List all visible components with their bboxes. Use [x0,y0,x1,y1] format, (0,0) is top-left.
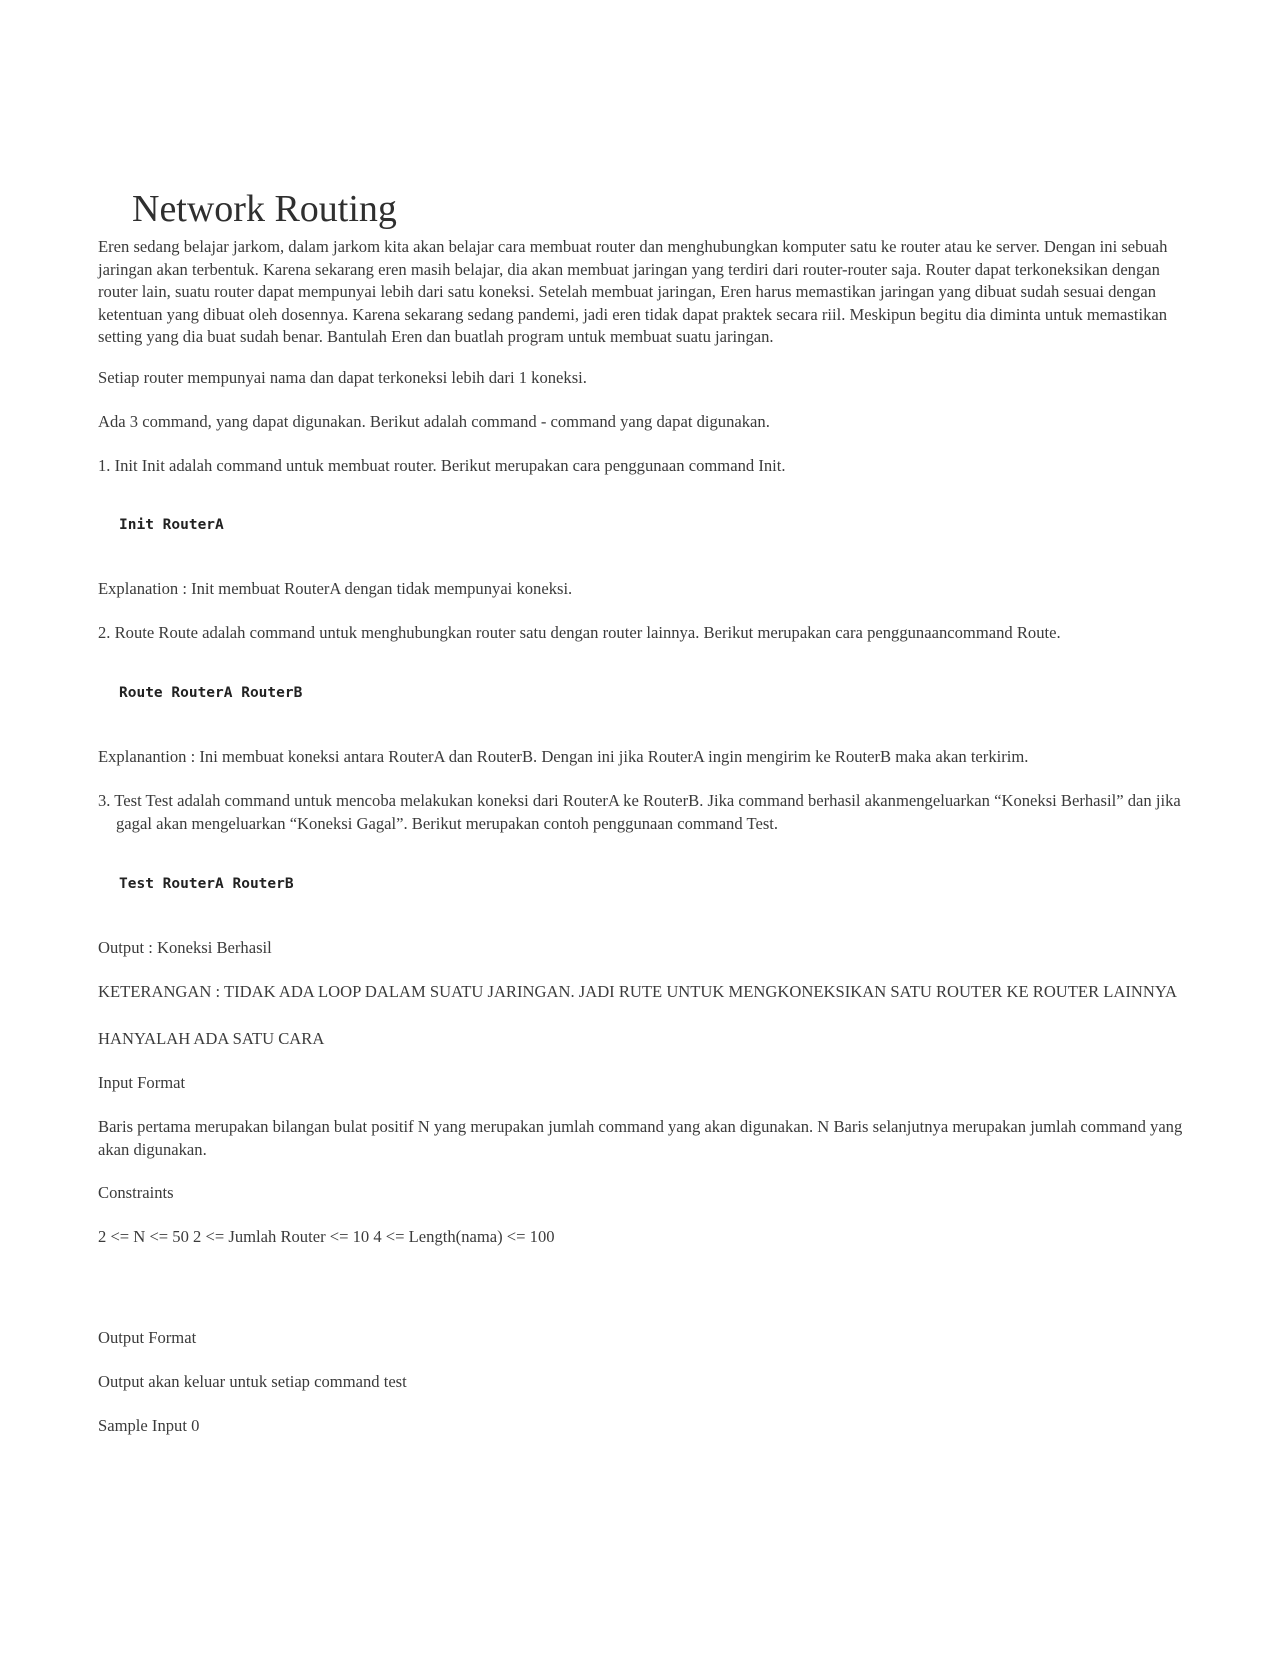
note-line-2: HANYALAH ADA SATU CARA [98,1029,325,1048]
intro-paragraph: Eren sedang belajar jarkom, dalam jarkom kita akan belajar cara membuat router dan menghubungkan komputer satu ke router atau ke server. Dengan ini sebuah jaringan akan terbentuk. Karena sekarang eren masih belajar, dia akan membuat jaringan yang terdiri dari router-router saja. Router dapat terkoneksikan dengan router lain, suatu router dapat mempunyai lebih dari satu koneksi. Setelah membuat jaringan, Eren harus memastikan jaringan yang dibuat sudah sesuai dengan ketentuan yang dibuat oleh dosennya. Karena sekarang sedang pandemi, jadi eren tidak dapat praktek secara riil. Meskipun begitu dia diminta untuk memastikan setting yang dia buat sudah benar. Bantulah Eren dan buatlah program untuk membuat suatu jaringan. [98,237,1168,346]
command-route-code: Route RouterA RouterB [119,685,303,701]
router-note: Setiap router mempunyai nama dan dapat terkoneksi lebih dari 1 koneksi. [98,368,587,387]
sample-input-heading: Sample Input 0 [98,1416,200,1435]
input-format-heading: Input Format [98,1073,186,1092]
input-format-text: Baris pertama merupakan bilangan bulat positif N yang merupakan jumlah command yang akan digunakan. N Baris selanjutnya merupakan jumlah command yang akan digunakan. [98,1117,1183,1159]
page-title: Network Routing [132,188,397,230]
command-test-output: Output : Koneksi Berhasil [98,938,272,957]
note-line-1: KETERANGAN : TIDAK ADA LOOP DALAM SUATU JARINGAN. JADI RUTE UNTUK MENGKONEKSIKAN SATU ROUTER KE ROUTER LAINNYA [98,982,1178,1001]
command-route-description: 2. Route Route adalah command untuk menghubungkan router satu dengan router lainnya. Berikut merupakan cara penggunaancommand Route. [98,623,1061,642]
constraints-heading: Constraints [98,1183,174,1202]
constraints-text: 2 <= N <= 50 2 <= Jumlah Router <= 10 4 <= Length(nama) <= 100 [98,1227,555,1246]
command-test-description: 3. Test Test adalah command untuk mencoba melakukan koneksi dari RouterA ke RouterB. Jika command berhasil akanmengeluarkan “Koneksi Berhasil” dan jika gagal akan mengeluarkan “Koneksi Gagal”. Berikut merupakan contoh penggunaan command Test. [98,791,1181,833]
command-init-explanation: Explanation : Init membuat RouterA dengan tidak mempunyai koneksi. [98,579,573,598]
command-route-explanation: Explanantion : Ini membuat koneksi antara RouterA dan RouterB. Dengan ini jika RouterA ingin mengirim ke RouterB maka akan terkirim. [98,747,1029,766]
command-test-code: Test RouterA RouterB [119,876,294,892]
output-format-heading: Output Format [98,1328,197,1347]
command-intro: Ada 3 command, yang dapat digunakan. Berikut adalah command - command yang dapat digunakan. [98,412,770,431]
command-init-code: Init RouterA [119,517,224,533]
output-format-text: Output akan keluar untuk setiap command test [98,1372,407,1391]
command-init-description: 1. Init Init adalah command untuk membuat router. Berikut merupakan cara penggunaan command Init. [98,456,786,475]
